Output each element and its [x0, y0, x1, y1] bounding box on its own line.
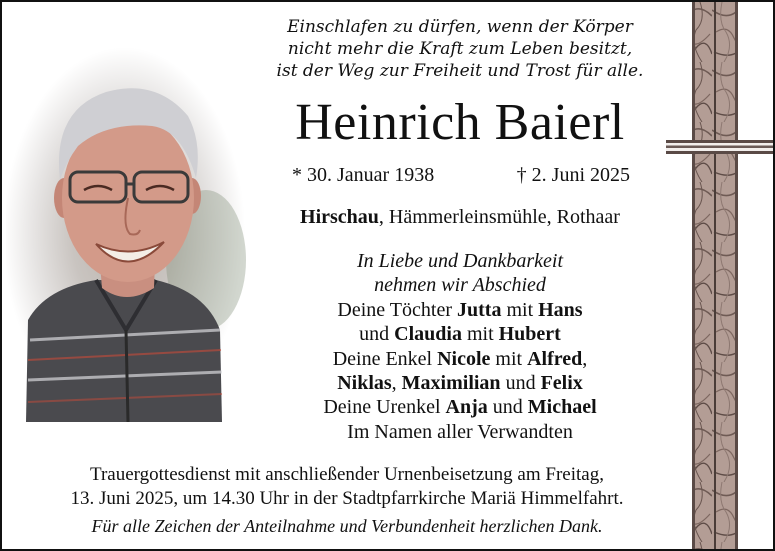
quote-line-2: nicht mehr die Kraft zum Leben besitzt, — [287, 39, 633, 59]
daughters-prefix: Deine Töchter — [337, 298, 457, 321]
life-dates — [264, 162, 656, 188]
quote-line-1: Einschlafen zu dürfen, wenn der Körper — [287, 17, 633, 37]
portrait-photo — [6, 30, 252, 422]
great-grandchild-name: Anja — [445, 396, 488, 419]
separator: , — [582, 347, 588, 370]
quote-line-3: ist der Weg zur Freiheit und Trost für alle. — [276, 61, 644, 81]
memorial-quote — [254, 16, 666, 82]
partner-name: Alfred — [527, 347, 583, 370]
connector: mit — [461, 323, 499, 346]
service-line-2: 13. Juni 2025, um 14.30 Uhr in der Stadtpfarrkirche Mariä Himmelfahrt. — [70, 488, 624, 509]
birth-date-group — [292, 162, 434, 188]
grandchild-name: Nicole — [437, 347, 491, 370]
birth-date: 30. Januar 1938 — [307, 164, 435, 186]
mourners-list — [254, 249, 666, 444]
farewell-line-1: In Liebe und Dankbarkeit — [356, 250, 564, 272]
grandchild-name: Niklas — [337, 372, 392, 395]
grandchild-name: Maximilian — [401, 372, 501, 395]
great-grandchildren-prefix: Deine Urenkel — [323, 396, 446, 419]
relatives-line: Im Namen aller Verwandten — [347, 420, 573, 443]
portrait-illustration — [6, 30, 252, 422]
daughters-line-2 — [254, 322, 666, 346]
death-symbol: † — [516, 164, 532, 186]
cross-icon — [666, 2, 773, 549]
connector: mit — [490, 347, 528, 370]
connector: und — [500, 372, 541, 395]
daughter-name: Claudia — [394, 323, 462, 346]
connector: und — [487, 396, 528, 419]
connector: mit — [501, 298, 539, 321]
grandchildren-line-2 — [254, 371, 666, 395]
thanks-line: Für alle Zeichen der Anteilnahme und Verbundenheit herzlichen Dank. — [91, 516, 603, 536]
grandchild-name: Felix — [540, 372, 583, 395]
residence — [254, 204, 666, 230]
great-grandchildren-line — [254, 395, 666, 419]
funeral-service-info — [2, 463, 692, 511]
partner-name: Hans — [538, 298, 583, 321]
grandchildren-line — [254, 347, 666, 371]
death-date-group — [517, 162, 630, 188]
deceased-name: Heinrich Baierl — [295, 94, 625, 151]
partner-name: Hubert — [498, 323, 561, 346]
separator: , — [391, 372, 402, 395]
farewell-line-2: nehmen wir Abschied — [374, 274, 546, 297]
connector: und — [359, 323, 395, 346]
service-line-1: Trauergottesdienst mit anschließender Urnenbeisetzung am Freitag, — [90, 464, 604, 485]
daughter-name: Jutta — [457, 298, 502, 321]
birth-symbol: * — [292, 164, 307, 186]
death-date: 2. Juni 2025 — [531, 164, 630, 186]
residence-details: , Hämmerleinsmühle, Rothaar — [378, 206, 620, 228]
daughters-line — [254, 298, 666, 322]
grandchildren-prefix: Deine Enkel — [332, 347, 438, 370]
residence-town: Hirschau — [300, 206, 379, 228]
great-grandchild-name: Michael — [527, 396, 597, 419]
